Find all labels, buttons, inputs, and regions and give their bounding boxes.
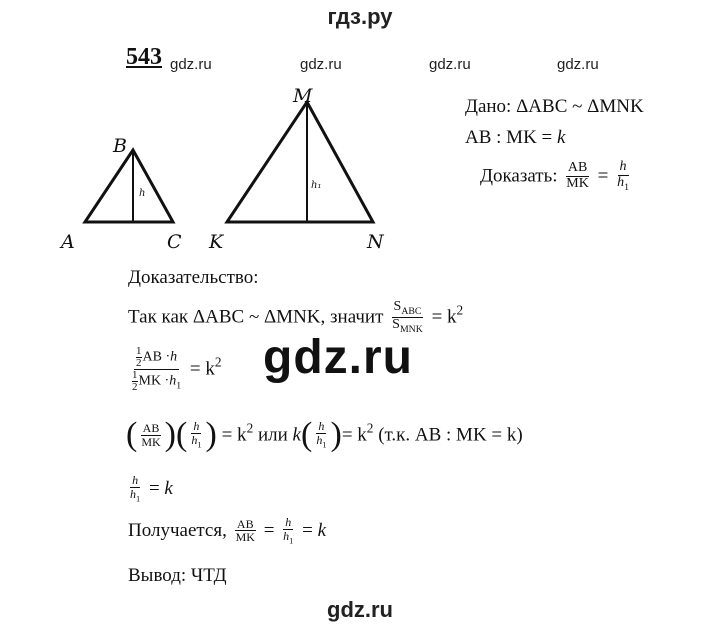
proof-line-1 bbox=[128, 300, 463, 335]
prove-line: Доказать: $\frac{AB}{MK}$ = $\frac{h}{h_1}$ bbox=[480, 159, 629, 193]
denominator-text: MK · bbox=[138, 373, 170, 389]
fraction-ab-mk: $\frac{AB}{MK}$ bbox=[141, 421, 161, 449]
given-similar: ΔABC ~ ΔMNK bbox=[516, 96, 644, 117]
small-triangle bbox=[85, 150, 173, 222]
given-label: Дано: bbox=[465, 96, 512, 117]
var-k: k bbox=[292, 424, 301, 446]
triangle-kmn bbox=[227, 102, 373, 222]
big-triangle bbox=[227, 102, 373, 222]
subscript: 1 bbox=[176, 380, 182, 392]
watermark-small: gdz.ru bbox=[429, 56, 471, 73]
var-k: k bbox=[164, 477, 173, 499]
proof-line-4: $\frac{h}{h_1}$ = k bbox=[130, 473, 173, 503]
triangles-figure bbox=[55, 80, 395, 260]
vertex-label-n: N bbox=[367, 231, 384, 253]
height-label-h1: h₁ bbox=[311, 180, 322, 191]
superscript: 2 bbox=[456, 302, 464, 318]
given-ratio-lhs: AB : MK = bbox=[465, 127, 558, 148]
note-text: (т.к. AB : MK = k) bbox=[378, 424, 523, 446]
one-half: $\frac{1}{2}$ bbox=[132, 369, 138, 393]
equals-k: = k bbox=[221, 424, 247, 446]
vertex-label-b: B bbox=[113, 135, 127, 157]
word-or: или bbox=[257, 424, 288, 446]
subscript: MNK bbox=[399, 323, 423, 335]
proof-line-5: Получается, $\frac{AB}{MK}$ = $\frac{h}{h_1}$ = k bbox=[128, 515, 326, 545]
given-line bbox=[465, 96, 644, 118]
given-ratio-var: k bbox=[557, 127, 566, 148]
proof-heading: Доказательство: bbox=[128, 267, 259, 288]
proof-line-1-text: Так как ΔABC ~ ΔMNK, значит bbox=[128, 306, 384, 328]
subscript: ABC bbox=[401, 305, 422, 317]
proof-line-3: ( $\frac{AB}{MK}$ )( $\frac{h}{h_1}$ ) = $k^2$ или k( $\frac{h}{h_1}$ )= $k^2$ (т.к. AB : MK = k) bbox=[126, 416, 523, 453]
fraction-numerator: AB bbox=[567, 160, 588, 176]
prove-fraction-h-h1 bbox=[615, 160, 631, 193]
fraction-h-h1: $\frac{h}{h_1}$ bbox=[130, 473, 141, 503]
triangle-abc bbox=[85, 150, 173, 222]
subscript: 1 bbox=[624, 181, 629, 193]
one-half: $\frac{1}{2}$ bbox=[136, 345, 142, 369]
vertex-label-k: K bbox=[209, 231, 224, 253]
numerator-text: AB · bbox=[142, 349, 171, 365]
result-text: Получается, bbox=[128, 519, 227, 541]
fraction-denominator: h bbox=[617, 174, 625, 190]
prove-fraction-ab-mk bbox=[564, 161, 591, 191]
watermark-small: gdz.ru bbox=[300, 56, 342, 73]
watermark-top: гдз.ру bbox=[327, 4, 393, 29]
area-ratio-fraction bbox=[390, 300, 425, 335]
prove-label: Доказать: bbox=[480, 165, 558, 187]
proof-line-2 bbox=[128, 346, 222, 393]
problem-number: 543 bbox=[126, 44, 162, 70]
watermark-center: gdz.ru bbox=[263, 331, 413, 384]
fraction-numerator: h bbox=[619, 159, 627, 174]
watermark-small: gdz.ru bbox=[170, 56, 212, 73]
given-ratio bbox=[465, 127, 565, 149]
superscript: 2 bbox=[214, 354, 222, 370]
half-product-fraction bbox=[130, 346, 183, 393]
var-k: k bbox=[317, 519, 326, 541]
conclusion: Вывод: ЧТД bbox=[128, 565, 227, 586]
height-label-h: h bbox=[139, 188, 146, 199]
watermark-bottom: gdz.ru bbox=[327, 597, 393, 622]
superscript: 2 bbox=[366, 420, 374, 436]
fraction-h-h1: $\frac{h}{h_1}$ bbox=[283, 515, 294, 545]
fraction-denominator: MK bbox=[566, 175, 589, 191]
fraction-h-h1: $\frac{h}{h_1}$ bbox=[316, 419, 327, 450]
area-symbol: S bbox=[393, 299, 402, 314]
area-symbol: S bbox=[392, 317, 400, 333]
fraction-h-h1: $\frac{h}{h_1}$ bbox=[191, 419, 202, 450]
vertex-label-m: M bbox=[293, 85, 313, 107]
equals-k: = k bbox=[431, 306, 457, 328]
var-h1: h bbox=[169, 373, 177, 389]
equals-k: = k bbox=[189, 358, 215, 380]
superscript: 2 bbox=[246, 420, 254, 436]
vertex-label-a: A bbox=[61, 231, 75, 253]
vertex-label-c: C bbox=[167, 231, 182, 253]
watermark-small: gdz.ru bbox=[557, 56, 599, 73]
fraction-ab-mk: $\frac{AB}{MK}$ bbox=[235, 516, 255, 545]
var-h: h bbox=[170, 349, 178, 365]
equals-k: = k bbox=[341, 424, 367, 446]
